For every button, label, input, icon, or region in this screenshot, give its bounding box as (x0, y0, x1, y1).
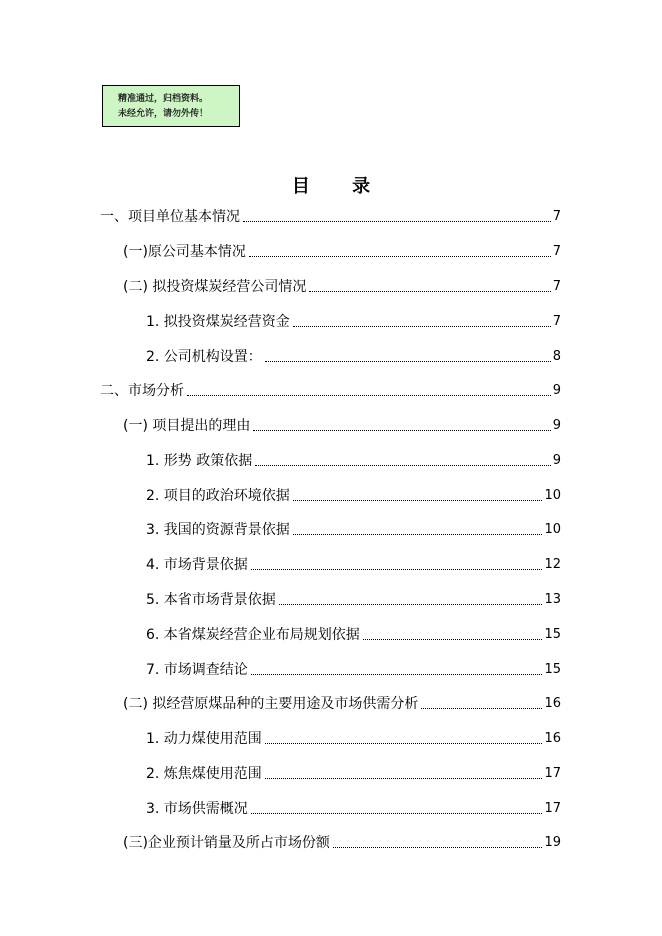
toc-leader-dots (265, 778, 543, 779)
toc-page-number: 19 (544, 835, 561, 850)
toc-page-number: 7 (552, 314, 561, 329)
toc-entry-section-2[interactable] (100, 382, 561, 400)
toc-entry-2-1-1[interactable] (146, 452, 561, 470)
confidential-notice-box (102, 85, 240, 127)
toc-entry-label: (二) 拟经营原煤品种的主要用途及市场供需分析 (123, 696, 419, 712)
toc-leader-dots (253, 430, 550, 431)
toc-leader-dots (363, 639, 543, 640)
toc-page-number: 7 (552, 209, 561, 224)
toc-leader-dots (309, 291, 550, 292)
toc-leader-dots (249, 256, 551, 257)
toc-page-number: 16 (544, 731, 561, 746)
toc-page-number: 10 (544, 522, 561, 537)
toc-leader-dots (293, 326, 551, 327)
toc-entry-2-2-2[interactable] (146, 765, 561, 783)
toc-entry-2-1-2[interactable] (146, 487, 561, 505)
toc-leader-dots (255, 465, 550, 466)
toc-entry-1-2-2[interactable] (146, 348, 561, 366)
toc-entry-label: (二) 拟投资煤炭经营公司情况 (123, 279, 307, 295)
toc-leader-dots (421, 708, 542, 709)
toc-entry-label: 4. 市场背景依据 (146, 557, 248, 573)
toc-entry-section-1[interactable] (100, 208, 561, 226)
toc-page-number: 7 (552, 244, 561, 259)
toc-entry-label: 2. 公司机构设置： (146, 349, 262, 365)
toc-page-number: 9 (552, 383, 561, 398)
toc-page-number: 10 (544, 488, 561, 503)
toc-entry-label: 2. 项目的政治环境依据 (146, 488, 290, 504)
toc-entry-label: 3. 市场供需概况 (146, 801, 248, 817)
toc-entry-2-2-3[interactable] (146, 800, 561, 818)
toc-entry-label: 6. 本省煤炭经营企业布局规划依据 (146, 627, 360, 643)
notice-line-2: 未经允许，请勿外传！ (118, 109, 209, 119)
toc-leader-dots (293, 500, 543, 501)
toc-entry-2-1-5[interactable] (146, 591, 561, 609)
toc-entry-label: 5. 本省市场背景依据 (146, 592, 276, 608)
toc-entry-label: 1. 拟投资煤炭经营资金 (146, 314, 290, 330)
toc-entry-label: (一)原公司基本情况 (123, 244, 246, 260)
toc-entry-2-2[interactable] (123, 695, 561, 713)
toc-entry-label: (三)企业预计销量及所占市场份额 (123, 835, 330, 851)
toc-page-number: 17 (544, 801, 561, 816)
toc-leader-dots (251, 569, 543, 570)
toc-page-number: 15 (544, 662, 561, 677)
toc-page-number: 7 (552, 279, 561, 294)
toc-entry-1-1[interactable] (123, 243, 561, 261)
toc-entry-1-2[interactable] (123, 278, 561, 296)
toc-entry-label: 3. 我国的资源背景依据 (146, 522, 290, 538)
toc-page-number: 8 (552, 349, 561, 364)
toc-entry-2-1[interactable] (123, 417, 561, 435)
toc-title: 目 录 (291, 176, 389, 197)
toc-page-number: 17 (544, 766, 561, 781)
toc-entry-2-1-3[interactable] (146, 521, 561, 539)
toc-entry-2-3[interactable] (123, 834, 561, 852)
toc-leader-dots (251, 674, 543, 675)
notice-line-1: 精准通过，归档资料。 (118, 94, 209, 104)
toc-leader-dots (251, 813, 543, 814)
toc-page-number: 9 (552, 418, 561, 433)
toc-leader-dots (333, 847, 543, 848)
toc-page-number: 13 (544, 592, 561, 607)
toc-leader-dots (243, 221, 551, 222)
toc-entry-label: 7. 市场调查结论 (146, 662, 248, 678)
toc-entry-label: (一) 项目提出的理由 (123, 418, 251, 434)
toc-page-number: 9 (552, 453, 561, 468)
toc-leader-dots (279, 604, 543, 605)
toc-leader-dots (265, 361, 551, 362)
toc-entry-label: 1. 形势 政策依据 (146, 453, 253, 469)
toc-entry-label: 2. 炼焦煤使用范围 (146, 766, 262, 782)
toc-entry-2-1-6[interactable] (146, 626, 561, 644)
toc-entry-label: 1. 动力煤使用范围 (146, 731, 262, 747)
toc-entry-label: 一、项目单位基本情况 (100, 209, 240, 225)
toc-entry-1-2-1[interactable] (146, 313, 561, 331)
toc-page-number: 15 (544, 627, 561, 642)
toc-page-number: 16 (544, 696, 561, 711)
toc-page-number: 12 (544, 557, 561, 572)
toc-entry-2-1-4[interactable] (146, 556, 561, 574)
toc-leader-dots (187, 395, 551, 396)
toc-leader-dots (265, 743, 543, 744)
toc-entry-label: 二、市场分析 (100, 383, 184, 399)
toc-entry-2-2-1[interactable] (146, 730, 561, 748)
toc-entry-2-1-7[interactable] (146, 661, 561, 679)
toc-leader-dots (293, 534, 543, 535)
